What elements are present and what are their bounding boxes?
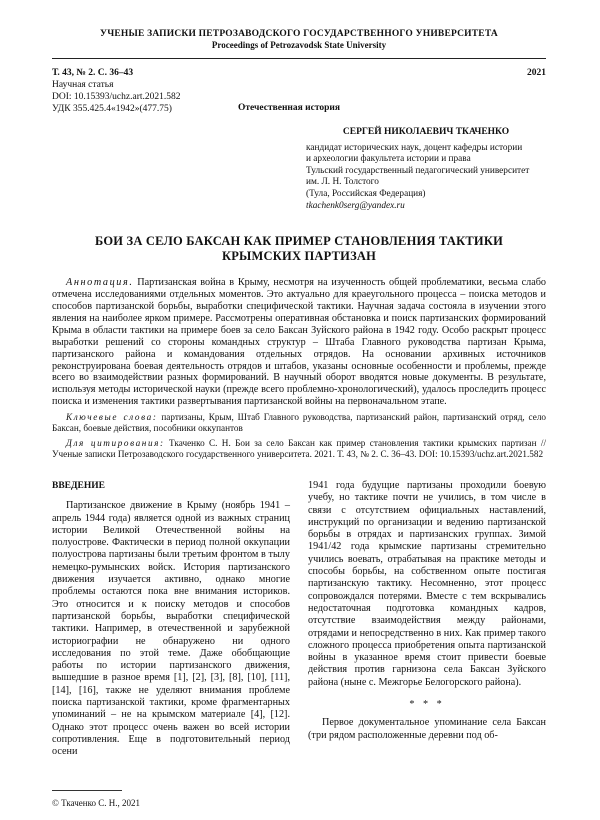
author-email[interactable]: tkachenk0serg@yandex.ru [306,200,405,211]
udc: УДК 355.425.4«1942»(477.75) [52,104,172,114]
citation-text: Ткаченко С. Н. Бои за село Баксан как пример становления тактики крымских партизан // Ученые записки Петрозаводского государственного университета. 2021. Т. 43, № 2. С. 36–43. DOI: 10.15393/uchz.art.2021.582 [52,438,546,460]
abstract-text: Партизанская война в Крыму, несмотря на изученность общей проблематики, весьма слабо отмечена исследованиями отдельных моментов. Это актуально для краеугольного процесса – поиска методов и способов партизанской борьбы, выработки специфической тактики. Научная задача состояла в изучении этого явления на наиболее ярком примере. Рассмотрены оперативная обстановка и поиск партизанских формирований Крыма в области тактики на примере боев за село Баксан Зуйского района в 1942 году. Особо раскрыт процесс выработки решений со стороны командных структур – Штаба Главного руководства партизан Крыма, партизанского района и командования отдельных отрядов. На основании архивных источников реконструирована боевая деятельность отрядов и штабов, указаны основные особенности и проблемы, прежде всего во взаимодействии разных формирований. В научный оборот вводятся новые документы. В результате, используя методы исторической науки (прежде всего проблемно-хронологический), удалось проследить процесс поиска и изменения тактики развертывания партизанской войны на первоначальном этапе. [52,277,547,408]
body-columns [52,480,546,759]
journal-title: УЧЕНЫЕ ЗАПИСКИ ПЕТРОЗАВОДСКОГО ГОСУДАРСТВЕННОГО УНИВЕРСИТЕТА [100,29,498,39]
year: 2021 [527,68,546,78]
title-line: КРЫМСКИХ ПАРТИЗАН [221,249,377,264]
author-line: (Тула, Российская Федерация) [306,188,426,199]
author-block [306,127,546,212]
section-heading: ВВЕДЕНИЕ [52,481,105,491]
left-column [52,480,290,759]
article-type: Научная статья [52,80,114,90]
author-line: кандидат исторических наук, доцент кафедры истории [306,142,523,153]
author-line: им. Л. Н. Толстого [306,177,379,188]
keywords-label: Ключевые слова: [66,412,158,423]
citation-label: Для цитирования: [66,438,165,449]
keywords [52,412,546,434]
footer-rule [52,790,122,791]
body-paragraph: Партизанское движение в Крыму (ноябрь 1941 – апрель 1944 года) является одной из важных страниц истории Великой Отечественной войны на полуострове. Фактически в период полной оккупации полуострова партизаны были третьим фронтом в тылу немецко-румынских войск. История партизанского движения изучается активно, однако многие проблемы остаются пока вне внимания историков. Это относится и к поиску методов и способов партизанской борьбы, выработки специфической тактики. Например, в отечественной и зарубежной историографии не обнаружено ни одного исследования по этой теме. Даже обобщающие работы по истории партизанского движения, вышедшие в разное время [1], [2], [3], [8], [10], [11], [14], [16], также не уделяют внимания проблеме поиска партизанской тактики, кроме фрагментарных упоминаний – не на крымском материале [4], [12]. Однако этот процесс очень важен во всей истории сопротивления. Еще в подготовительный период осени [52,500,290,758]
volume-row [52,67,546,79]
abstract [52,277,546,460]
header-rule [52,58,546,59]
article-page [52,28,546,460]
section-name: Отечественная история [238,103,341,113]
section-separator: * * * [409,699,445,711]
article-title [52,234,546,264]
citation [52,438,546,460]
title-line: БОИ ЗА СЕЛО БАКСАН КАК ПРИМЕР СТАНОВЛЕНИЯ ТАКТИКИ [94,234,504,249]
author-line: и археологии факультета истории и права [306,154,471,165]
author-line: Тульский государственный педагогический университет [306,165,530,176]
body-paragraph: Первое документальное упоминание села Баксан (три рядом расположенные деревни под об- [308,717,546,741]
author-name: СЕРГЕЙ НИКОЛАЕВИЧ ТКАЧЕНКО [342,127,510,137]
volume-info: Т. 43, № 2. С. 36–43 [52,68,134,78]
abstract-label: Аннотация. [66,277,134,289]
keywords-text: партизаны, Крым, Штаб Главного руководства, партизанский район, партизанский отряд, село Баксан, боевые действия, пособники оккупантов [52,412,547,434]
journal-title-en: Proceedings of Petrozavodsk State University [211,40,387,50]
body-paragraph: 1941 года будущие партизаны проходили боевую учебу, но тактике почти не учились, в том числе в связи с отсутствием официальных наставлений, инструкций по организации и ведению партизанской борьбы в отрядах и партизанских группах. Зимой 1941/42 года крымские партизаны стремительно учились воевать, отрабатывая на практике методы и способы борьбы, на собственном опыте постигая партизанскую тактику. Несомненно, этот процесс сопровождался потерями. Вместе с тем вскрывались недостаточная подготовка командных кадров, отсутствие взаимодействия между районами, отрядами и непосредственно в них. Как пример такого сложного процесса приобретения опыта партизанской войны в указанное время стоит привести боевые действия против гарнизона села Баксан Зуйского района (ныне с. Межгорье Белогорского района). [308,480,546,688]
doi: DOI: 10.15393/uchz.art.2021.582 [52,92,181,102]
copyright: © Ткаченко С. Н., 2021 [52,798,140,808]
abstract-paragraph [52,277,546,408]
right-column [308,480,546,759]
